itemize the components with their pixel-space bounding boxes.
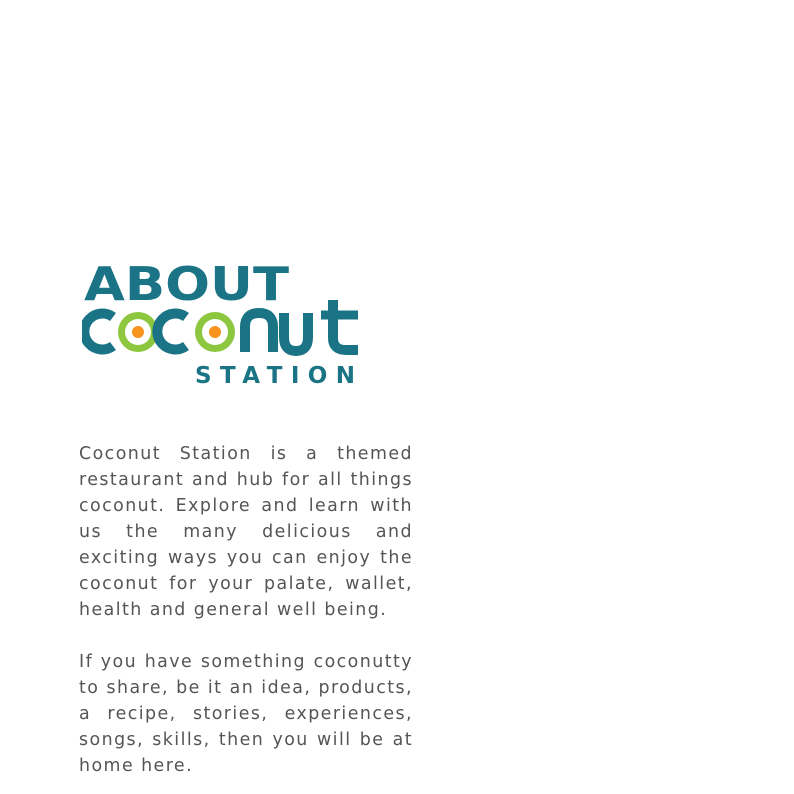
logo-graphic [82, 255, 372, 390]
logo-letter-c-2 [157, 314, 186, 350]
logo-letter-t-stem [333, 300, 358, 350]
about-paragraph-2: If you have something coconutty to share, be it an idea, products, a recipe, stories, experiences, songs, skills, then you will be at home here. [79, 652, 413, 776]
logo-heading: ABOUT [84, 257, 290, 311]
logo-subtitle: STATION [195, 363, 355, 389]
about-coconut-station-logo [82, 255, 372, 390]
about-paragraph-1: Coconut Station is a themed restaurant and hub for all things coconut. Explore and learn with us the many delicious and exciting ways you can enjoy the coconut for your palate, wallet, health and general well being. [79, 444, 413, 620]
logo-letter-u [284, 313, 308, 351]
about-description [79, 441, 413, 794]
logo-letter-c [84, 314, 113, 350]
logo-coconut-ring-1 [118, 312, 158, 352]
logo-letter-n [245, 313, 273, 352]
logo-coconut-ring-2 [195, 312, 235, 352]
